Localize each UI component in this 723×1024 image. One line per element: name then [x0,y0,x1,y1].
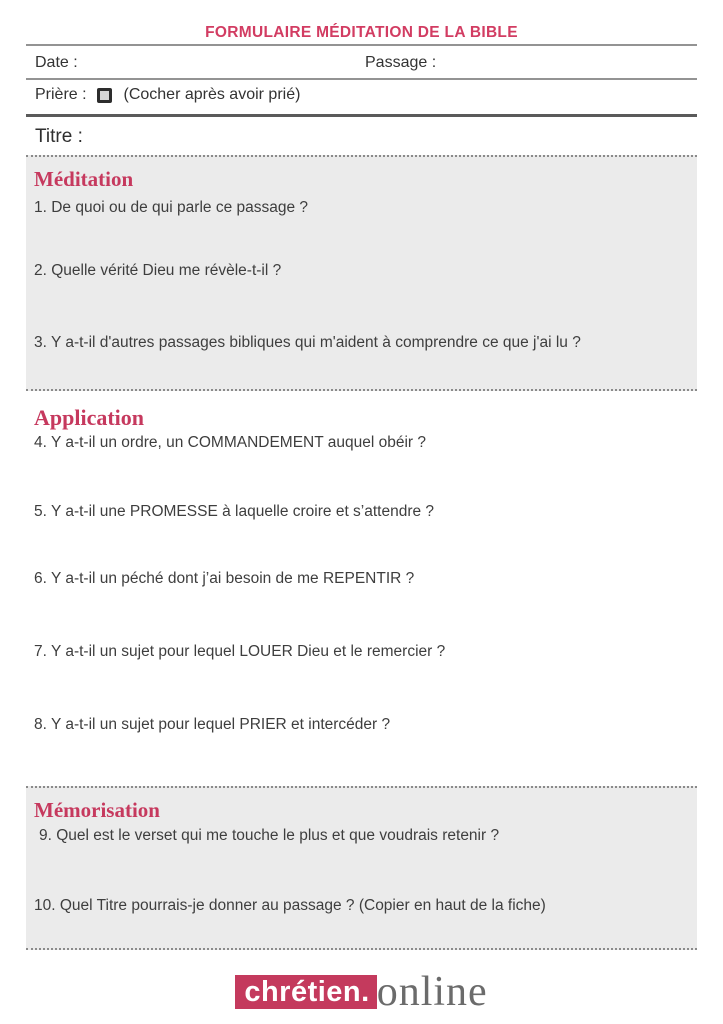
section-meditation-heading: Méditation [34,167,134,191]
question-1: 1. De quoi ou de qui parle ce passage ? [34,199,309,216]
question-10: 10. Quel Titre pourrais-je donner au passage ? (Copier en haut de la fiche) [34,897,546,914]
question-3: 3. Y a-t-il d'autres passages bibliques qui m'aident à comprendre ce que j'ai lu ? [34,334,581,351]
passage-label: Passage : [365,54,437,71]
question-4: 4. Y a-t-il un ordre, un COMMANDEMENT auquel obéir ? [34,434,426,451]
priere-label: Prière : [35,86,87,103]
section-memorisation-heading: Mémorisation [34,798,160,822]
brand-logo-primary: chrétien. [235,975,376,1009]
section-memorisation [26,786,697,950]
prayer-row [26,80,697,114]
section-application-heading: Application [34,405,145,430]
footer-brand [26,969,697,1015]
date-passage-row [26,46,697,78]
question-6: 6. Y a-t-il un péché dont j’ai besoin de me REPENTIR ? [34,570,415,587]
question-8: 8. Y a-t-il un sujet pour lequel PRIER et intercéder ? [34,716,391,733]
question-7: 7. Y a-t-il un sujet pour lequel LOUER Dieu et le remercier ? [34,643,446,660]
date-label: Date : [35,54,78,71]
question-9: 9. Quel est le verset qui me touche le plus et que voudrais retenir ? [39,827,500,844]
form-title: FORMULAIRE MÉDITATION DE LA BIBLE [205,24,518,41]
question-2: 2. Quelle vérité Dieu me révèle-t-il ? [34,262,282,279]
titre-label: Titre : [35,126,83,147]
question-5: 5. Y a-t-il une PROMESSE à laquelle croire et s’attendre ? [34,503,435,520]
brand-logo-secondary: online [376,969,488,1015]
section-application [26,391,697,786]
prayer-checkbox[interactable] [97,88,112,103]
section-meditation [26,155,697,391]
priere-note: (Cocher après avoir prié) [123,86,301,103]
title-field-row [26,117,697,155]
